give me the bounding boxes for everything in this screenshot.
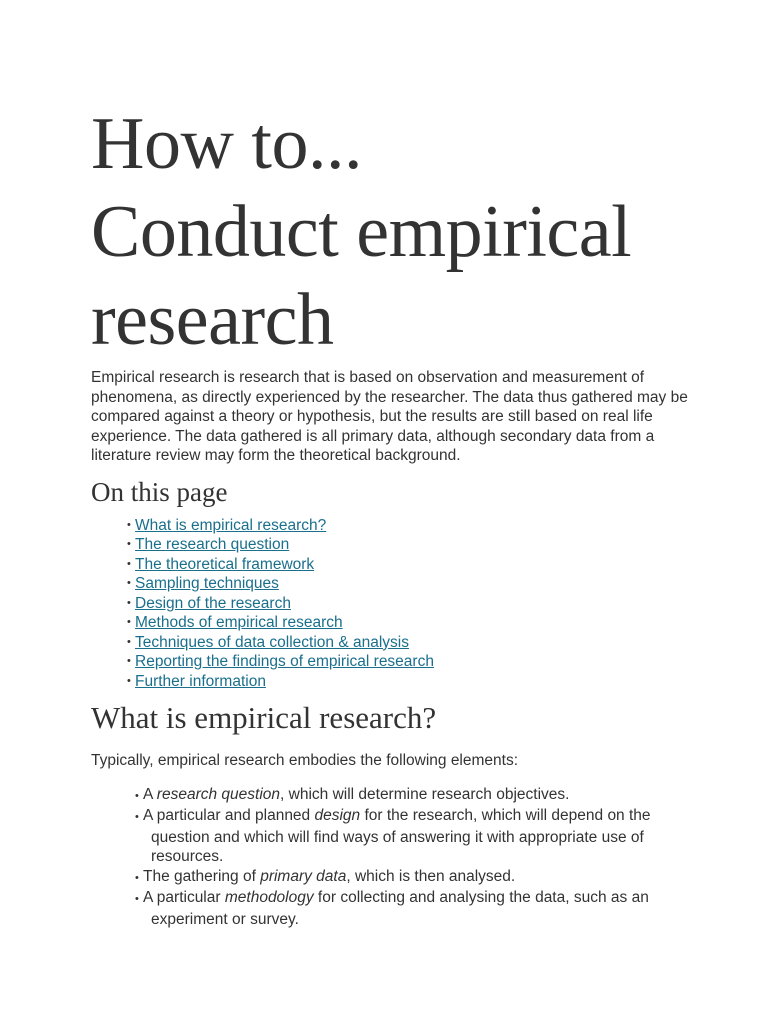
toc-item <box>127 516 691 536</box>
toc-link-further-information[interactable]: Further information <box>135 672 266 690</box>
section-lead-paragraph: Typically, empirical research embodies the following elements: <box>91 752 519 769</box>
list-item <box>127 888 691 929</box>
title-line: Conduct empirical <box>91 191 632 273</box>
table-of-contents <box>91 516 691 692</box>
toc-link-data-collection-analysis[interactable]: Techniques of data collection & analysis <box>135 633 409 651</box>
toc-item <box>127 652 691 672</box>
toc-link-research-question[interactable]: The research question <box>135 536 290 553</box>
item-emphasis: design <box>314 807 361 824</box>
page-title <box>91 100 691 364</box>
item-emphasis: methodology <box>224 889 314 906</box>
item-text: for collecting and analysing the data, such as an experiment or survey. <box>151 889 649 928</box>
title-line: research <box>91 279 334 361</box>
toc-item <box>127 594 691 614</box>
toc-item <box>127 633 691 653</box>
item-text: The gathering of <box>143 867 261 885</box>
item-text: for the research, which will depend on the question and which will find ways of answering it with appropriate use of resources. <box>151 807 651 865</box>
list-item <box>127 785 691 807</box>
intro-paragraph: Empirical research is research that is based on observation and measurement of phenomena, as directly experienced by the researcher. The data thus gathered may be compared against a theory or hypothesis, but the results are still based on real life experience. The data gathered is all primary data, although secondary data from a literature review may form the theoretical background. <box>91 369 688 464</box>
item-text: , which is then analysed. <box>346 867 516 885</box>
elements-list <box>91 785 691 930</box>
toc-item <box>127 535 691 555</box>
toc-link-sampling-techniques[interactable]: Sampling techniques <box>135 575 279 592</box>
bullet-icon: • <box>135 811 139 823</box>
toc-link-methods-of-empirical-research[interactable]: Methods of empirical research <box>135 614 343 631</box>
list-item <box>127 806 691 867</box>
document-page <box>91 100 691 929</box>
item-text: A particular and planned <box>143 807 315 824</box>
bullet-icon: • <box>135 871 139 884</box>
toc-item <box>127 613 691 633</box>
item-emphasis: research question <box>156 785 281 803</box>
toc-item <box>127 574 691 594</box>
item-text: A particular <box>143 889 225 906</box>
list-item <box>127 867 691 889</box>
toc-item <box>127 555 691 575</box>
item-emphasis: primary data <box>260 867 347 885</box>
item-text: A <box>143 785 157 803</box>
on-this-page-heading: On this page <box>91 476 228 507</box>
toc-link-reporting-findings[interactable]: Reporting the findings of empirical research <box>135 653 434 670</box>
toc-link-design-of-research[interactable]: Design of the research <box>135 594 291 612</box>
section-heading-what-is-empirical-research: What is empirical research? <box>91 700 437 735</box>
toc-item <box>127 672 691 692</box>
item-text: , which will determine research objectives. <box>280 785 570 803</box>
toc-link-what-is-empirical-research[interactable]: What is empirical research? <box>135 516 327 534</box>
title-line: How to... <box>91 103 362 185</box>
toc-link-theoretical-framework[interactable]: The theoretical framework <box>135 555 315 573</box>
bullet-icon: • <box>135 893 139 905</box>
bullet-icon: • <box>135 789 139 802</box>
